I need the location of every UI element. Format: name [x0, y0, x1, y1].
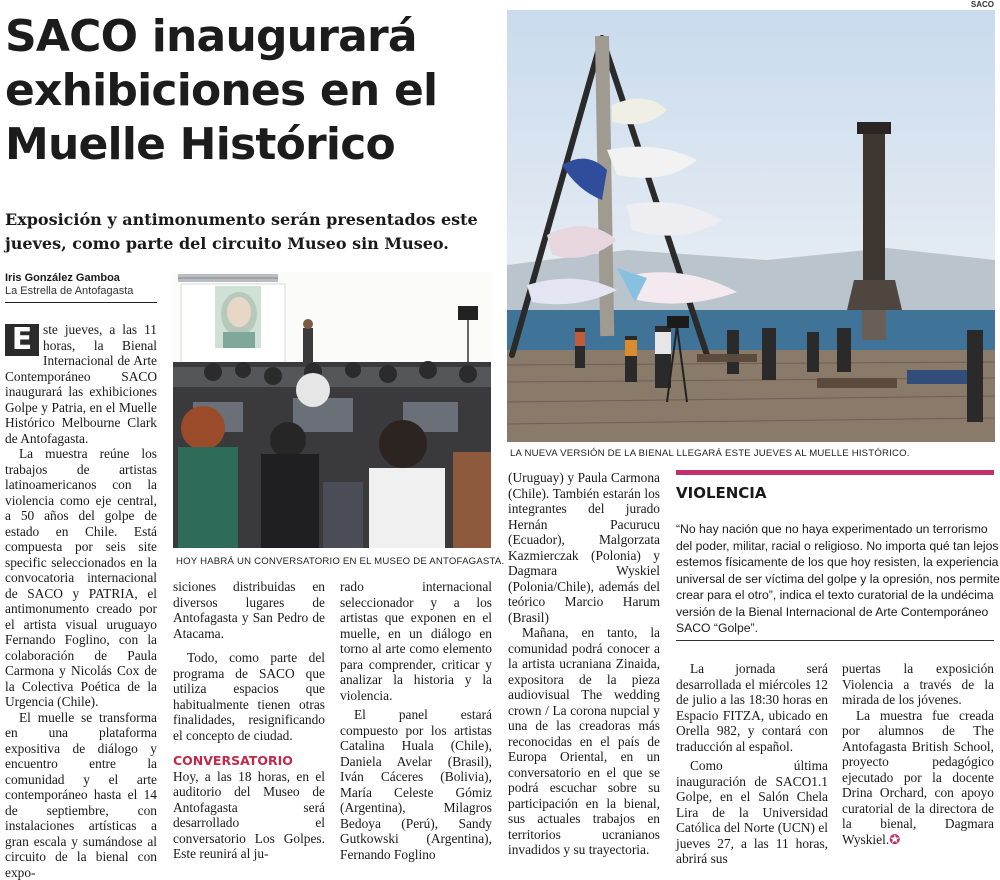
- photo-auditorium: [173, 272, 491, 548]
- column-2: [173, 579, 325, 862]
- column-3: [340, 579, 492, 862]
- violencia-title: VIOLENCIA: [676, 484, 767, 502]
- headline-line-2: exhibiciones en el: [5, 64, 500, 118]
- paragraph-text: La muestra fue creada por alumnos de The Antofagasta British School, proyecto pedagógico ejecutado por la docente Drina Orchard, con apoyo curatorial de la directora de la bienal, Dagmara Wyskiel.: [842, 708, 994, 847]
- byline-divider: [5, 302, 157, 303]
- paragraph: [5, 322, 157, 446]
- pier-image: [507, 10, 995, 442]
- quote-line: SACO “Golpe”.: [676, 620, 994, 637]
- deck-line-1: Exposición y antimonumento serán presentados este: [5, 208, 475, 232]
- page-tag: SACO: [971, 0, 994, 9]
- quote-line: crear para el otro”, indica el texto curatorial de la undécima: [676, 587, 994, 604]
- paragraph: Mañana, en tanto, la comunidad podrá conocer a la artista ucraniana Zinaida, expositora de la pieza audiovisual The wedding crown / La corona nupcial y una de las creadoras más reconocidas en el país de Europa Oriental, en un conversatorio en el que se podrá escuchar sobre su participación en la bienal, sus actuales trabajos en territorios ucranianos invadidos y su trayectoria.: [508, 625, 660, 858]
- caption-auditorium: HOY HABRÁ UN CONVERSATORIO EN EL MUSEO DE ANTOFAGASTA.: [176, 556, 504, 567]
- paragraph: El panel estará compuesto por los artistas Catalina Huala (Chile), Daniela Avelar (Brasil), Iván Cáceres (Bolivia), María Celeste Gómiz (Argentina), Milagros Bedoya (Perú), Sandy Gutkowski (Argentina), Fernando Foglino: [340, 707, 492, 862]
- paragraph: Todo, como parte del programa de SACO que utiliza espacios que habitualmente tienen otras finalidades, resignificando el concepto de ciudad.: [173, 650, 325, 743]
- caption-pier: LA NUEVA VERSIÓN DE LA BIENAL LLEGARÁ ESTE JUEVES AL MUELLE HISTÓRICO.: [510, 448, 910, 459]
- paragraph: puertas la exposición Violencia a través de la mirada de los jóvenes.: [842, 661, 994, 708]
- end-mark-icon: ✪: [889, 833, 900, 848]
- drop-cap: E: [5, 324, 39, 356]
- quote-line: del poder, militar, racial o religioso. No importa qué tan lejos: [676, 538, 994, 555]
- headline: [5, 10, 500, 172]
- quote-line: universal de ser víctima del golpe y la opresión, nos permite: [676, 571, 994, 588]
- headline-line-1: SACO inaugurará: [5, 10, 500, 64]
- column-5: [676, 661, 828, 867]
- deck-line-2: jueves, como parte del circuito Museo sin Museo.: [5, 232, 475, 256]
- byline-outlet: La Estrella de Antofagasta: [5, 285, 133, 297]
- paragraph: (Uruguay) y Paula Carmona (Chile). También estarán los integrantes del jurado Hernán Pacurucu (Ecuador), Malgorzata Kazmierczak (Polonia) y Dagmara Wyskiel (Polonia/Chile), además del teórico Marcio Harum (Brasil): [508, 470, 660, 625]
- violencia-accent-bar: [676, 470, 994, 475]
- paragraph: La muestra reúne los trabajos de artistas latinoamericanos con la violencia como eje central, a 50 años del golpe de estado en Chile. Está compuesta por seis site specific seleccionados en la convocatoria internacional de SACO y PATRIA, el antimonumento creado por el artista visual uruguayo Fernando Foglino, con la colaboración de Paula Carmona y Nicolás Cox de la Colectiva Poética de la Urgencia (Chile).: [5, 446, 157, 710]
- byline-author: Iris González Gamboa: [5, 272, 120, 284]
- violencia-quote: [676, 521, 994, 637]
- paragraph: Como última inauguración de SACO1.1 Golpe, en el Salón Chela Lira de la Universidad Católica del Norte (UCN) el jueves 27, a las 11 horas, abrirá sus: [676, 758, 828, 867]
- photo-pier: [507, 10, 995, 442]
- paragraph: Hoy, a las 18 horas, en el auditorio del Museo de Antofagasta será desarrollado el conversatorio Los Golpes. Este reunirá al ju-: [173, 769, 325, 862]
- column-1: [5, 322, 157, 880]
- column-6: [842, 661, 994, 848]
- paragraph: rado internacional seleccionador y a los artistas que exponen en el muelle, en un diálogo en torno al arte como elemento para comprender, criticar y analizar la historia y la violencia.: [340, 579, 492, 703]
- deck: [5, 208, 475, 256]
- paragraph: El muelle se transforma en una plataforma expositiva de diálogo y encuentro entre la comunidad y el arte contemporáneo hasta el 14 de septiembre, con instalaciones artísticas a gran escala y sumándose al circuito de la bienal con expo-: [5, 710, 157, 880]
- headline-line-3: Muelle Histórico: [5, 118, 500, 172]
- quote-line: versión de la Bienal Internacional de Arte Contemporáneo: [676, 604, 994, 621]
- section-head-conversatorio: CONVERSATORIO: [173, 753, 325, 769]
- quote-line: estemos físicamente de los que hoy resisten, la experiencia: [676, 554, 994, 571]
- paragraph-text: ste jueves, a las 11 horas, la Bienal Internacional de Arte Contemporáneo SACO inaugurará las exhibiciones Golpe y Patria, en el Muelle Histórico Melbourne Clark de Antofagasta.: [5, 322, 157, 446]
- paragraph: siciones distribuidas en diversos lugares de Antofagasta y San Pedro de Atacama.: [173, 579, 325, 641]
- violencia-divider: [676, 640, 994, 641]
- quote-line: “No hay nación que no haya experimentado un terrorismo: [676, 521, 994, 538]
- paragraph: [842, 708, 994, 849]
- column-4: [508, 470, 660, 858]
- paragraph: La jornada será desarrollada el miércoles 12 de julio a las 18:30 horas en Espacio FITZA, ubicado en Orella 982, y contará con traducción al español.: [676, 661, 828, 754]
- auditorium-image: [173, 272, 491, 548]
